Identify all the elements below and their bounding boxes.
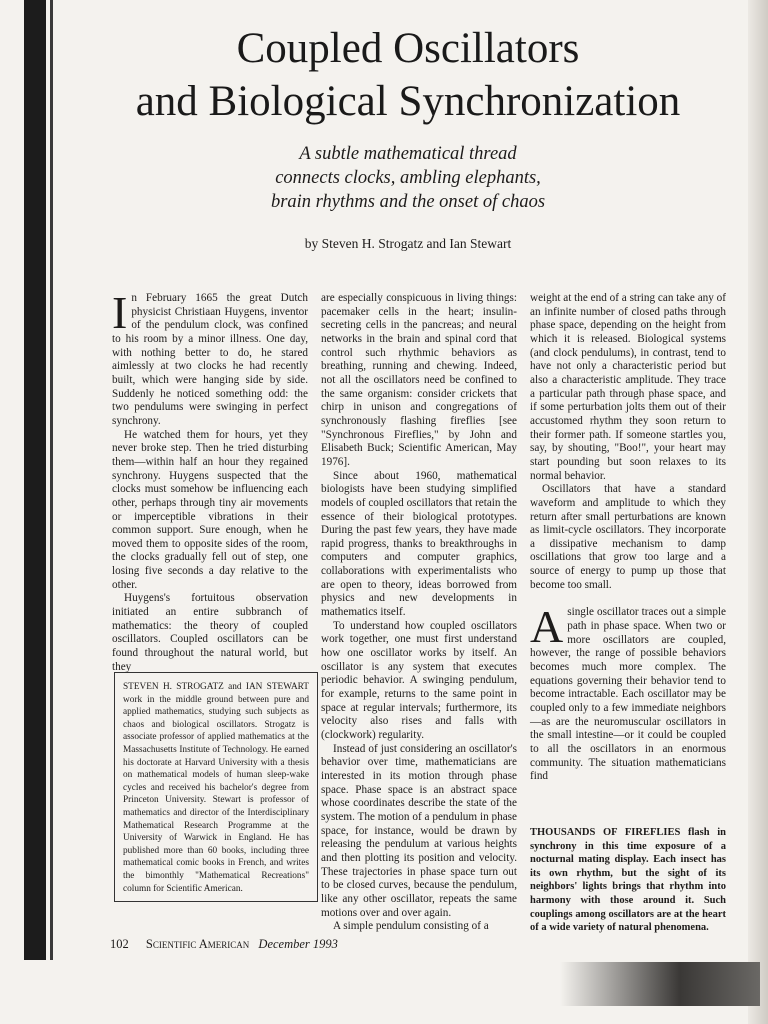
binding-edge [50, 0, 53, 960]
paragraph: To understand how coupled oscillators work together, one must first understand how one oscillator works by itself. An oscillator is any system that executes periodic behavior. A swinging pendulum, for example, returns to the same point in space at regular intervals; furthermore, its velocity also rises and falls with (clockwork) regularity. [321, 619, 517, 741]
paragraph: weight at the end of a string can take any of an infinite number of closed paths through phase space, depending on the height from which it is released. Biological systems (and clock pendulums), in contrast, tend to have not only a characteristic period but also a characteristic amplitude. They trace a particular path through phase space, and if some perturbation jolts them out of their accustomed rhythm they soon return to their former path. If someone startles you, say, by shouting, "Boo!", your heart may start pounding but soon relaxes to its normal behavior. [530, 292, 726, 482]
column-1 [112, 287, 308, 674]
paragraph: are especially conspicuous in living things: pacemaker cells in the heart; insulin-secreting cells in the pancreas; and neural networks in the brain and spinal cord that control such rhythmic behaviors as breathing, running and chewing. Indeed, not all the oscillators need be confined to the same organism: consider crickets that chirp in unison and congregations of synchronously flashing fireflies [see "Synchronous Fireflies," by John and Elisabeth Buck; Scientific American, May 1976]. [321, 292, 517, 468]
magazine-name: Scientific American [145, 937, 250, 951]
paragraph: He watched them for hours, yet they never broke step. Then he tried disturbing them—within half an hour they regained synchrony. Huygens suspected that the clocks must somehow be influencing each other, perhaps through tiny air movements or imperceptible vibrations in their common support. Sure enough, when he moved them to opposite sides of the room, the clocks gradually fell out of step, one losing five seconds a day relative to the other. [112, 428, 308, 591]
deck-line-2: connects clocks, ambling elephants, [275, 168, 541, 188]
binding-shadow [24, 0, 46, 960]
page-footer [110, 937, 338, 952]
paragraph: Huygens's fortuitous observation initiated an entire subbranch of mathematics: the theory of coupled oscillators. Coupled oscillators can be found throughout the natural world, but they [112, 592, 308, 673]
title-line-2: and Biological Synchronization [135, 78, 681, 125]
column-3 [530, 292, 726, 784]
paragraph: A simple pendulum consisting of a [333, 920, 489, 933]
deck-line-1: A subtle mathematical thread [299, 144, 517, 164]
deck-line-3: brain rhythms and the onset of chaos [270, 192, 546, 212]
drop-cap: A [530, 601, 564, 653]
article-deck [178, 142, 638, 214]
paragraph: A single oscillator traces out a simple path in phase space. When two or more oscillators are coupled, however, the range of possible behaviors becomes much more complex. The equations governing their behavior tend to become intractable. Each oscillator may be coupled only to a few immediate neighbors—as are the neuromuscular oscillators in the small intestine—or it could be coupled to all the oscillators in an enormous community. The situation mathematicians find [530, 601, 726, 783]
figure-caption: THOUSANDS OF FIREFLIES flash in synchrony in this time exposure of a nocturnal mating display. Each insect has its own rhythm, but the sight of its neighbors' lights brings that rhythm into harmony with those around it. Such couplings among oscillators are at the heart of a wide variety of natural phenomena. [530, 827, 726, 934]
column-2 [321, 292, 517, 934]
paragraph: Since about 1960, mathematical biologists have been studying simplified models of coupled oscillators that retain the essence of their biological prototypes. During the past few years, they have made rapid progress, thanks to breakthroughs in computers and computer graphics, collaborations with experimentalists who are open to theory, ideas borrowed from physics and new developments in mathematics itself. [321, 469, 517, 619]
page-number: 102 [110, 937, 129, 951]
paragraph: Instead of just considering an oscillator's behavior over time, mathematicians are interested in its motion through phase space. Phase space is an abstract space whose coordinates describe the state of the system. The motion of a pendulum in phase space, for instance, would be drawn by releasing the pendulum at various heights and then plotting its position and velocity. These trajectories in phase space turn out to be closed curves, because the pendulum, like any other oscillator, repeats the same motions over and over again. [321, 742, 517, 919]
drop-cap: I [112, 287, 128, 338]
article-page [58, 0, 758, 1024]
byline: by Steven H. Strogatz and Ian Stewart [304, 236, 512, 251]
title-line-1: Coupled Oscillators [236, 25, 580, 72]
paragraph: Oscillators that have a standard waveform and amplitude to which they return after small perturbations are known as limit-cycle oscillators. They incorporate a dissipative mechanism to damp oscillations that grow too large and a source of energy to pump up those that become too small. [530, 483, 726, 591]
article-title [98, 22, 718, 128]
paragraph: In February 1665 the great Dutch physicist Christiaan Huygens, inventor of the pendulum clock, was confined to his room by a minor illness. One day, with nothing better to do, he stared aimlessly at two clocks he had recently built, which were hanging side by side. Suddenly he noticed something odd: the two pendulums were swinging in perfect synchrony. [112, 287, 308, 427]
author-bio-box: STEVEN H. STROGATZ and IAN STEWART work in the middle ground between pure and applied mathematics, studying such subjects as chaos and biological oscillators. Strogatz is associate professor of applied mathematics at the Massachusetts Institute of Technology. He earned his doctorate at Harvard University with a thesis on mathematical models of human sleep-wake cycles and received his bachelor's degree from Princeton University. Stewart is professor of mathematics and director of the Interdisciplinary Mathematical Research Programme at the University of Warwick in England. He has published more than 60 books, including three mathematical comic books in French, and writes the bimonthly "Mathematical Recreations" column for Scientific American. [114, 672, 318, 902]
issue-date: December 1993 [258, 937, 338, 951]
